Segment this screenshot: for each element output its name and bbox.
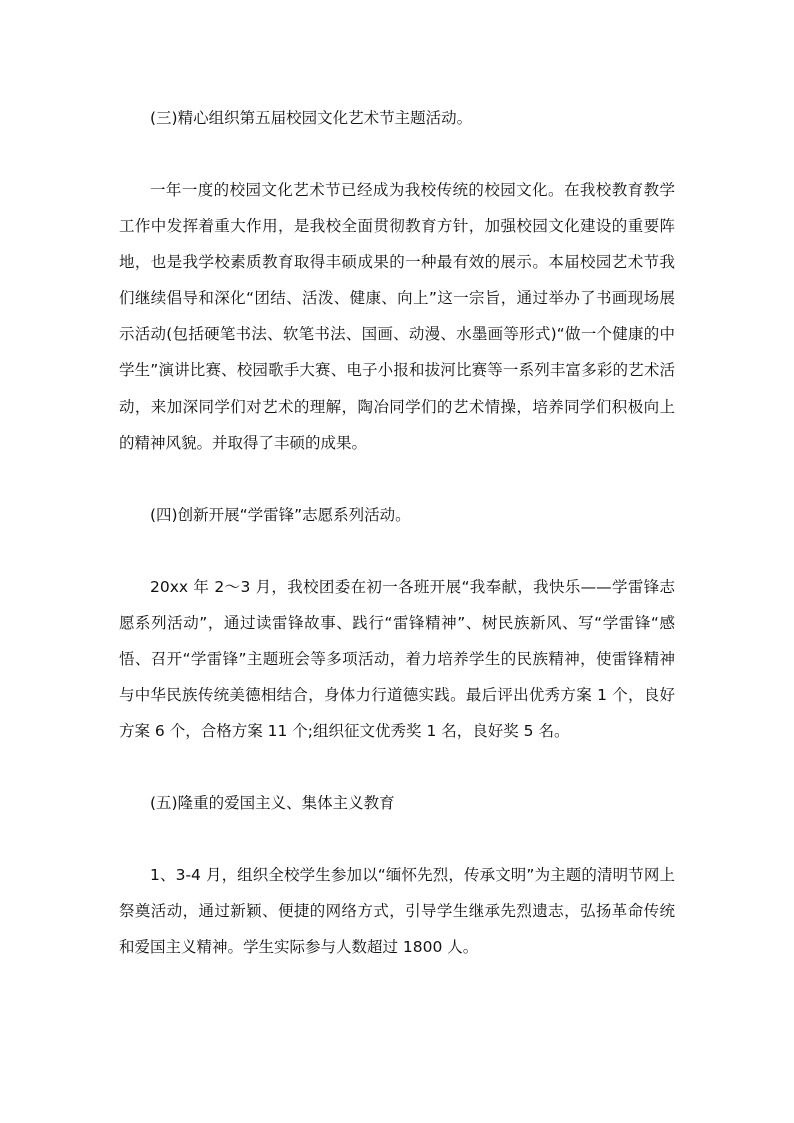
section-heading-5: (五)隆重的爱国主义、集体主义教育 [150, 794, 395, 813]
document-page [119, 100, 675, 966]
spacer [119, 821, 675, 857]
spacer [119, 749, 675, 785]
section-body-3: 一年一度的校园文化艺术节已经成为我校传统的校园文化。在我校教育教学工作中发挥着重大作用，是我校全面贯彻教育方针，加强校园文化建设的重要阵地，也是我学校素质教育取得丰硕成果的一种最有效的展示。本届校园艺术节我们继续倡导和深化“团结、活泼、健康、向上”这一宗旨，通过举办了书画现场展示活动(包括硬笔书法、软笔书法、国画、动漫、水墨画等形式)“做一个健康的中学生”演讲比赛、校园歌手大赛、电子小报和拔河比赛等一系列丰富多彩的艺术活动，来加深同学们对艺术的理解，陶冶同学们的艺术情操，培养同学们积极向上的精神风貌。并取得了丰硕的成果。 [119, 181, 675, 452]
section-heading-4: (四)创新开展“学雷锋”志愿系列活动。 [150, 505, 411, 524]
section-body-5: 1、3-4 月，组织全校学生参加以“缅怀先烈，传承文明”为主题的清明节网上祭奠活动，通过新颖、便捷的网络方式，引导学生继承先烈遗志，弘扬革命传统和爱国主义精神。学生实际参与人数超过 1800 人。 [119, 866, 675, 957]
spacer [119, 533, 675, 569]
spacer [119, 461, 675, 497]
section-heading-3: (三)精心组织第五届校园文化艺术节主题活动。 [150, 109, 473, 127]
section-body-4: 20xx 年 2～3 月，我校团委在初一各班开展“我奉献，我快乐——学雷锋志愿系列活动”，通过读雷锋故事、践行“雷锋精神”、树民族新风、写“学雷锋“感悟、召开“学雷锋”主题班会等多项活动，着力培养学生的民族精神，使雷锋精神与中华民族传统美德相结合，身体力行道德实践。最后评出优秀方案 1 个，良好方案 6 个，合格方案 11 个;组织征文优秀奖 1 名，良好奖 5 名。 [119, 577, 675, 741]
spacer [119, 136, 675, 172]
